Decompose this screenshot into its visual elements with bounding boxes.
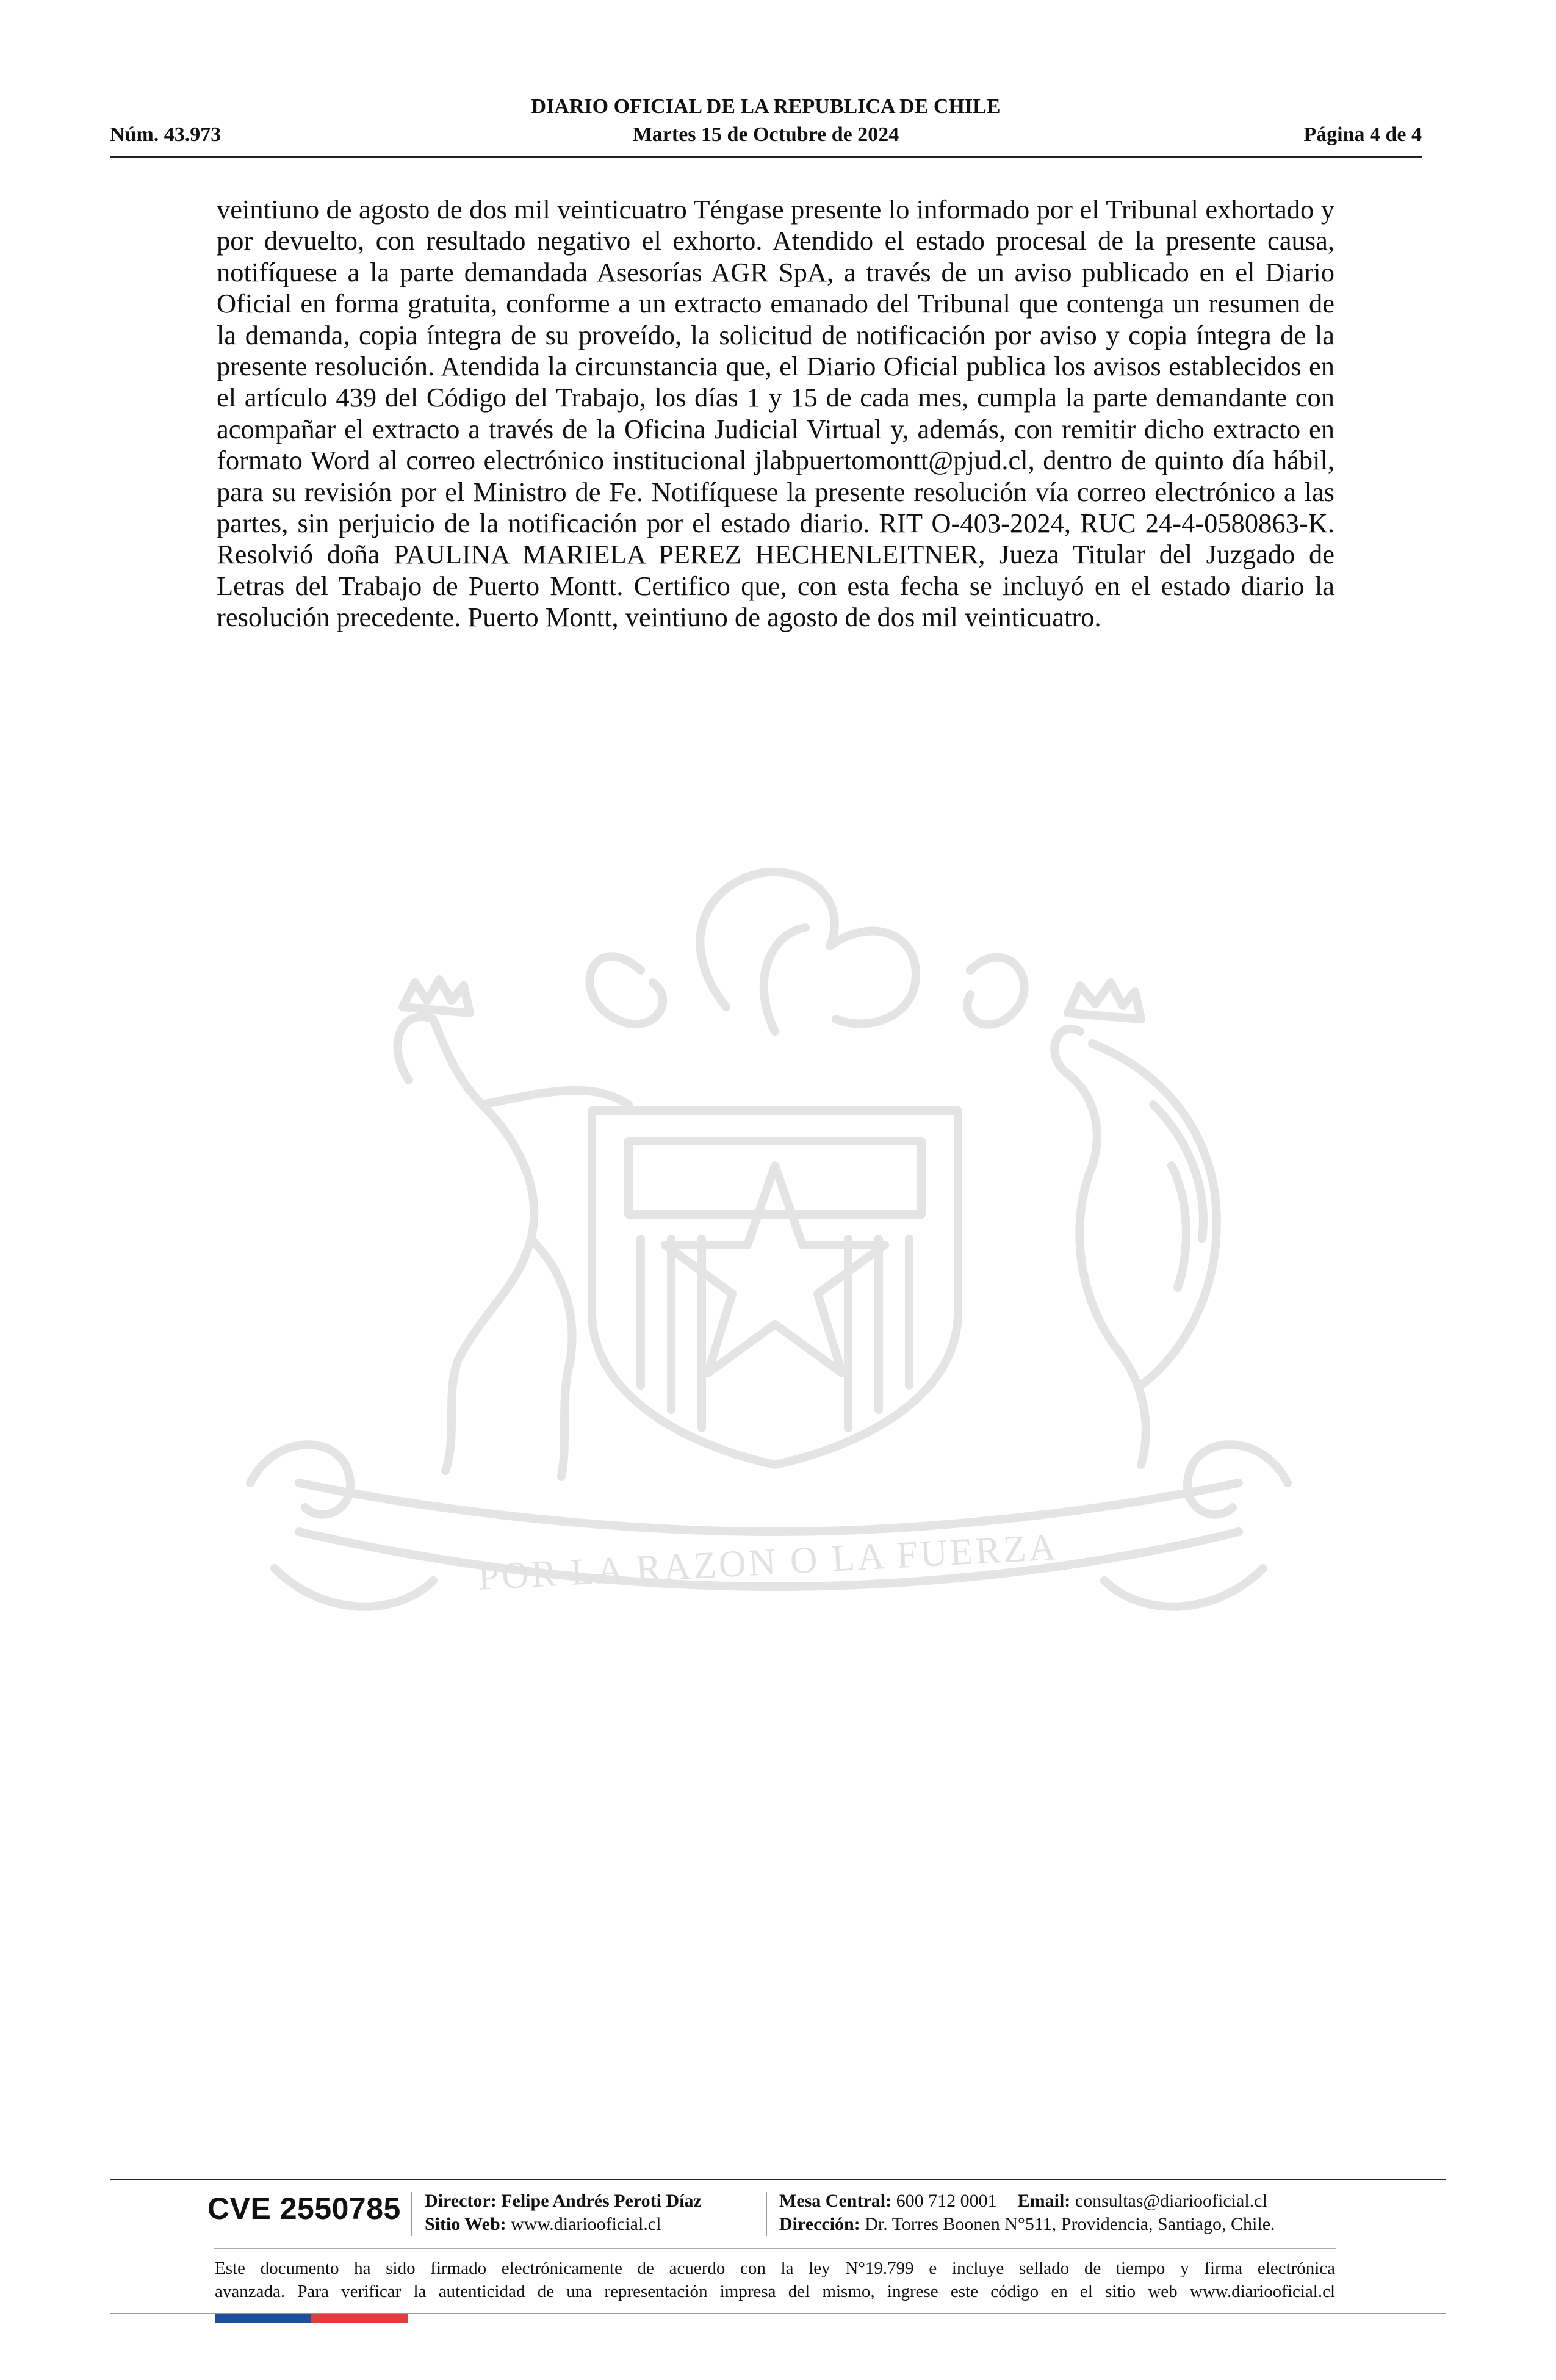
email-label: Email: bbox=[1017, 2191, 1071, 2211]
website-label: Sitio Web: bbox=[425, 2214, 506, 2234]
disclaimer-line: avanzada. Para verificar la autenticidad de una representación impresa del mismo, ingrese este código en el sitio web www.diariooficial.cl bbox=[215, 2282, 1335, 2301]
director-label: Director: bbox=[425, 2191, 497, 2211]
address-label: Dirección: bbox=[779, 2214, 860, 2234]
website-link[interactable]: www.diariooficial.cl bbox=[511, 2214, 661, 2234]
cve-code: CVE 2550785 bbox=[207, 2191, 401, 2226]
page-header bbox=[110, 92, 1422, 159]
director-name: Felipe Andrés Peroti Díaz bbox=[501, 2191, 702, 2211]
phone-label: Mesa Central: bbox=[779, 2191, 892, 2211]
motto-text: POR LA RAZON O LA FUERZA bbox=[477, 1526, 1060, 1598]
footer-divider-top bbox=[110, 2179, 1446, 2180]
phone-number: 600 712 0001 bbox=[896, 2191, 997, 2211]
flag-stripe bbox=[215, 2314, 408, 2323]
coat-of-arms-watermark bbox=[201, 848, 1336, 1666]
resolution-text: veintiuno de agosto de dos mil veinticuatro Téngase presente lo informado por el Tribunal exhortado y por devuelto, con resultado negativo el exhorto. Atendido el estado procesal de la presente causa, notifíquese a la parte demandada Asesorías AGR SpA, a través de un aviso publicado en el Diario Oficial en forma gratuita, conforme a un extracto emanado del Tribunal que contenga un resumen de la demanda, copia íntegra de su proveído, la solicitud de notificación por aviso y copia íntegra de la presente resolución. Atendida la circunstancia que, el Diario Oficial publica los avisos establecidos en el artículo 439 del Código del Trabajo, los días 1 y 15 de cada mes, cumpla la parte demandante con acompañar el extracto a través de la Oficina Judicial Virtual y, además, con remitir dicho extracto en formato Word al correo electrónico institucional jlabpuertomontt@pjud.cl, dentro de quinto día hábil, para su revisión por el Ministro de Fe. Notifíquese la presente resolución vía correo electrónico a las partes, sin perjuicio de la notificación por el estado diario. RIT O-403-2024, RUC 24-4-0580863-K. Resolvió doña PAULINA MARIELA PEREZ HECHENLEITNER, Jueza Titular del Juzgado de Letras del Trabajo de Puerto Montt. Certifico que, con esta fecha se incluyó en el estado diario la resolución precedente. Puerto Montt, veintiuno de agosto de dos mil veinticuatro. bbox=[217, 194, 1334, 633]
header-divider bbox=[110, 156, 1422, 158]
footer-director-block bbox=[425, 2190, 702, 2236]
footer-separator bbox=[766, 2192, 767, 2236]
flag-blue-segment bbox=[215, 2314, 311, 2323]
footer-divider-mid bbox=[214, 2248, 1336, 2249]
footer-contact-block bbox=[779, 2190, 1275, 2236]
publication-date: Martes 15 de Octubre de 2024 bbox=[632, 123, 899, 146]
flag-red-segment bbox=[311, 2314, 408, 2323]
issue-number: Núm. 43.973 bbox=[110, 123, 222, 146]
page-number: Página 4 de 4 bbox=[1303, 123, 1422, 146]
publication-title: DIARIO OFICIAL DE LA REPUBLICA DE CHILE bbox=[531, 95, 1001, 118]
signature-disclaimer bbox=[215, 2257, 1335, 2303]
email-link[interactable]: consultas@diariooficial.cl bbox=[1075, 2191, 1267, 2211]
address-text: Dr. Torres Boonen N°511, Providencia, Santiago, Chile. bbox=[865, 2214, 1275, 2234]
footer-separator bbox=[411, 2192, 412, 2236]
disclaimer-line: Este documento ha sido firmado electrónicamente de acuerdo con la ley N°19.799 e incluye sellado de tiempo y firma electrónica bbox=[215, 2259, 1335, 2278]
